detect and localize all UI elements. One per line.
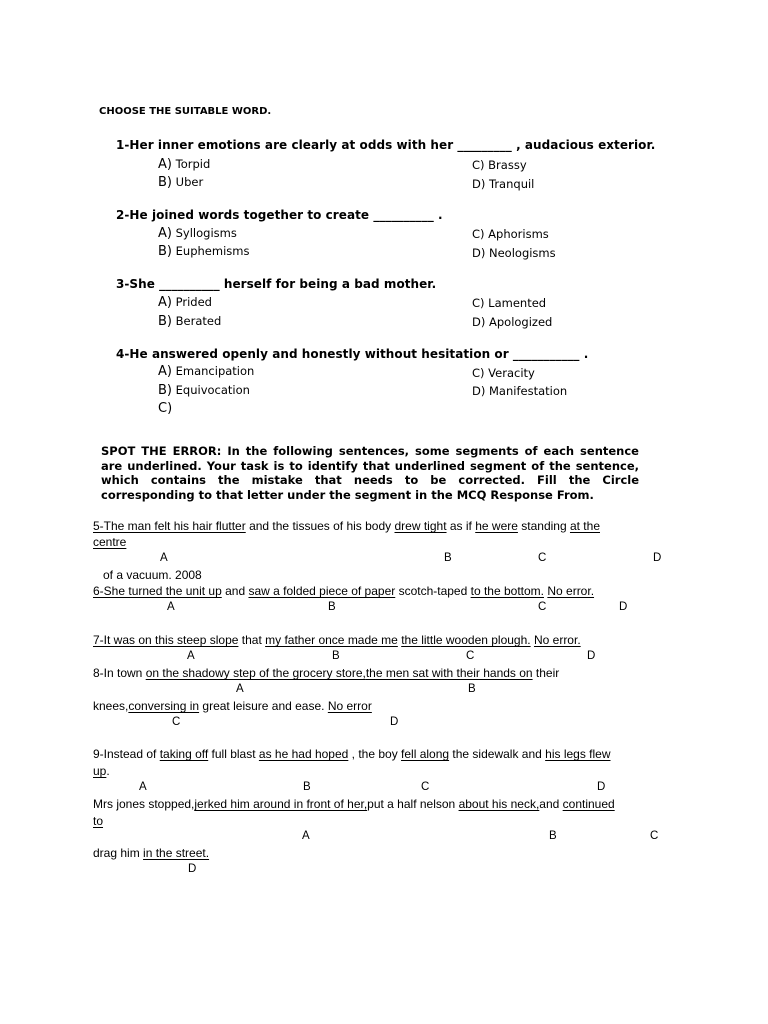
sentence-9-letter-b: B bbox=[303, 781, 311, 793]
sentence-6-letter-d: D bbox=[619, 601, 628, 613]
sentence-9-letter-b-2: B bbox=[549, 830, 557, 842]
sentence-9-line-5: drag him in the street. bbox=[93, 846, 210, 860]
question-1-option-a: A) Torpid bbox=[158, 157, 211, 172]
question-2-option-a: A) Syllogisms bbox=[158, 226, 237, 241]
question-2-option-c: C) Aphorisms bbox=[472, 227, 549, 241]
question-4-stem: 4-He answered openly and honestly without hesitation or ___________ . bbox=[116, 347, 589, 361]
sentence-6: 6-She turned the unit up and saw a folded piece of paper scotch-taped to the bottom. No error. bbox=[93, 584, 595, 598]
question-4-option-extra: C) bbox=[158, 401, 173, 416]
question-1-option-c: C) Brassy bbox=[472, 158, 527, 172]
sentence-5-letter-b: B bbox=[444, 552, 452, 564]
sentence-6-letter-b: B bbox=[328, 601, 336, 613]
question-3-stem: 3-She __________ herself for being a bad mother. bbox=[116, 277, 437, 291]
question-4-option-b: B) Equivocation bbox=[158, 383, 250, 398]
sentence-7-letter-a: A bbox=[187, 650, 195, 662]
question-3-option-b: B) Berated bbox=[158, 314, 222, 329]
sentence-8-letter-b: B bbox=[468, 683, 476, 695]
sentence-8-line-2: knees,conversing in great leisure and ease. No error bbox=[93, 699, 372, 713]
sentence-7: 7-It was on this steep slope that my father once made me the little wooden plough. No error. bbox=[93, 633, 581, 647]
spot-instructions-line-1: SPOT THE ERROR: In the following sentences, some segments of each sentence bbox=[101, 444, 639, 458]
question-1-stem: 1-Her inner emotions are clearly at odds with her _________ , audacious exterior. bbox=[116, 138, 656, 152]
sentence-9-line-4: to bbox=[93, 814, 104, 828]
question-2-stem: 2-He joined words together to create __________ . bbox=[116, 208, 443, 222]
question-1-option-b: B) Uber bbox=[158, 175, 204, 190]
sentence-7-letter-b: B bbox=[332, 650, 340, 662]
sentence-5-letter-c: C bbox=[538, 552, 547, 564]
sentence-9-line-2: up. bbox=[93, 764, 110, 778]
sentence-6-letter-a: A bbox=[167, 601, 175, 613]
sentence-5-line-2: centre bbox=[93, 535, 127, 549]
sentence-5-letter-d: D bbox=[653, 552, 662, 564]
sentence-9-letter-a-2: A bbox=[302, 830, 310, 842]
question-4-option-d: D) Manifestation bbox=[472, 384, 568, 398]
section-heading: CHOOSE THE SUITABLE WORD. bbox=[99, 106, 272, 117]
sentence-8-letter-d: D bbox=[390, 716, 399, 728]
question-1-option-d: D) Tranquil bbox=[472, 177, 535, 191]
question-4-option-a: A) Emancipation bbox=[158, 364, 255, 379]
sentence-7-letter-d: D bbox=[587, 650, 596, 662]
question-2-option-d: D) Neologisms bbox=[472, 246, 556, 260]
spot-instructions-line-3: which contains the mistake that needs to be corrected. Fill the Circle bbox=[101, 473, 639, 487]
sentence-9-line-3: Mrs jones stopped,jerked him around in front of her,put a half nelson about his neck,and continued bbox=[93, 797, 615, 811]
sentence-6-letter-c: C bbox=[538, 601, 547, 613]
sentence-9-letter-d: D bbox=[597, 781, 606, 793]
spot-instructions-line-2: are underlined. Your task is to identify that underlined segment of the sentence, bbox=[101, 459, 639, 473]
sentence-9-letter-c-2: C bbox=[650, 830, 659, 842]
sentence-8-letter-a: A bbox=[236, 683, 244, 695]
question-3-option-d: D) Apologized bbox=[472, 315, 553, 329]
question-4-option-c: C) Veracity bbox=[472, 366, 535, 380]
sentence-5-line-1: 5-The man felt his hair flutter and the tissues of his body drew tight as if he were standing at the bbox=[93, 519, 600, 533]
sentence-9-letter-a: A bbox=[139, 781, 147, 793]
sentence-7-letter-c: C bbox=[466, 650, 475, 662]
sentence-5-line-3: of a vacuum. 2008 bbox=[103, 568, 202, 582]
spot-instructions-line-4: corresponding to that letter under the segment in the MCQ Response From. bbox=[101, 488, 594, 502]
question-3-option-c: C) Lamented bbox=[472, 296, 547, 310]
sentence-8-line-1: 8-In town on the shadowy step of the grocery store,the men sat with their hands on their bbox=[93, 666, 560, 680]
question-3-option-a: A) Prided bbox=[158, 295, 212, 310]
sentence-9-letter-c: C bbox=[421, 781, 430, 793]
sentence-9-letter-d: D bbox=[188, 863, 197, 875]
sentence-8-letter-c: C bbox=[172, 716, 181, 728]
sentence-9-line-1: 9-Instead of taking off full blast as he had hoped , the boy fell along the sidewalk and his legs flew bbox=[93, 747, 611, 761]
question-2-option-b: B) Euphemisms bbox=[158, 244, 250, 259]
sentence-5-letter-a: A bbox=[160, 552, 168, 564]
